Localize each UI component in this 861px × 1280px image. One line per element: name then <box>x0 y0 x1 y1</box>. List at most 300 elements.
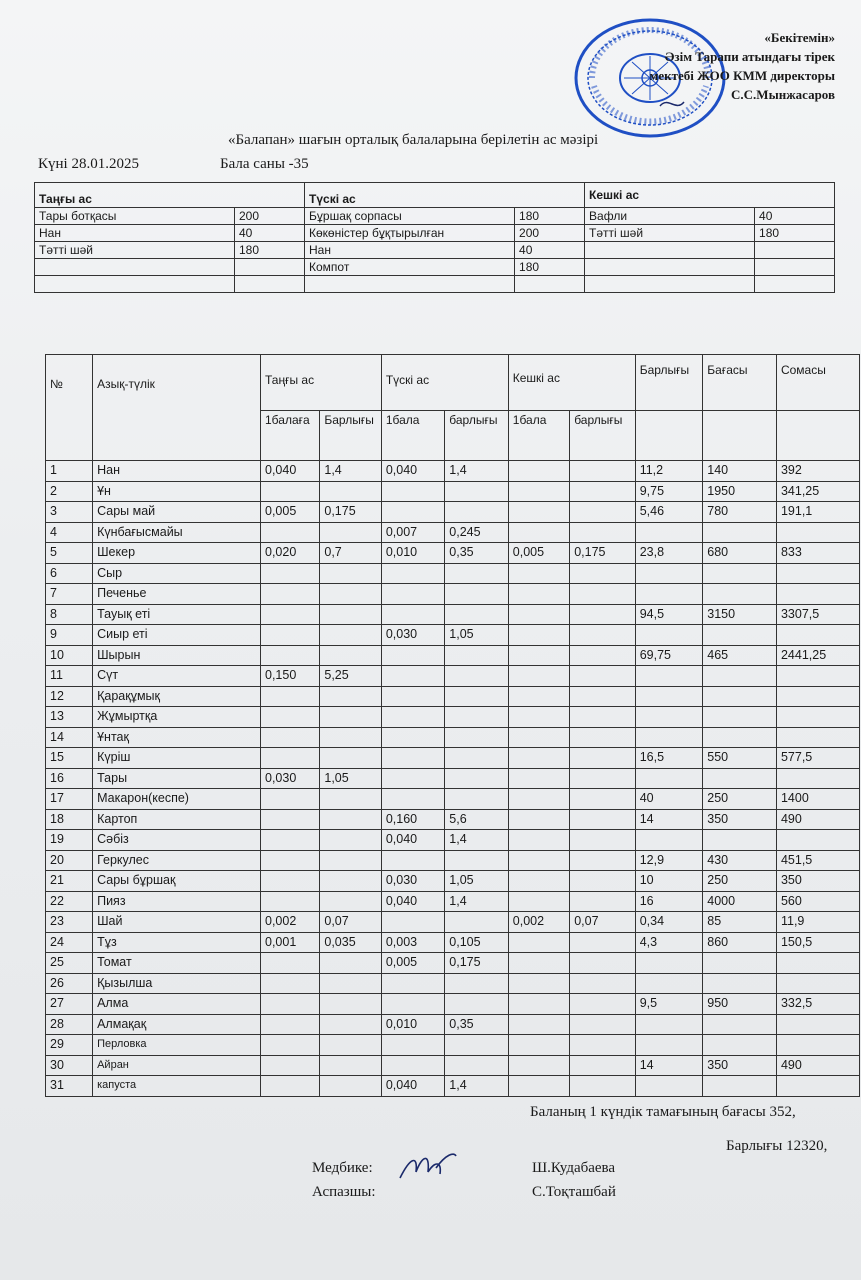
row-number: 27 <box>46 994 93 1015</box>
value-cell <box>508 727 569 748</box>
table-row <box>46 871 860 892</box>
product-name: Тары <box>93 768 261 789</box>
value-cell: 0,150 <box>261 666 320 687</box>
value-cell <box>570 809 636 830</box>
value-cell <box>320 584 381 605</box>
row-number: 1 <box>46 461 93 482</box>
value-cell <box>703 707 777 728</box>
col-dinner: Кешкі ас <box>508 355 635 411</box>
row-number: 5 <box>46 543 93 564</box>
value-cell: 5,6 <box>445 809 508 830</box>
row-number: 31 <box>46 1076 93 1097</box>
menu-cell: Тәтті шәй <box>585 225 755 242</box>
menu-cell: Көкөністер бұқтырылған <box>305 225 515 242</box>
value-cell: 350 <box>703 1055 777 1076</box>
table-row <box>46 973 860 994</box>
approval-line-3: мектебі ЖОО КММ директоры <box>649 68 835 83</box>
value-cell: 12,9 <box>635 850 703 871</box>
grand-total: Барлығы 12320, <box>726 1138 828 1154</box>
row-number: 9 <box>46 625 93 646</box>
menu-header-breakfast: Таңғы ас <box>35 183 305 208</box>
menu-cell: Тәтті шәй <box>35 242 235 259</box>
value-cell <box>635 707 703 728</box>
value-cell <box>703 1014 777 1035</box>
value-cell: 0,34 <box>635 912 703 933</box>
value-cell: 1400 <box>776 789 859 810</box>
value-cell: 40 <box>635 789 703 810</box>
value-cell <box>703 625 777 646</box>
value-cell: 1,05 <box>445 625 508 646</box>
value-cell: 0,007 <box>381 522 444 543</box>
col-lunch-per-child: 1бала <box>381 411 444 461</box>
value-cell: 350 <box>703 809 777 830</box>
value-cell <box>776 1076 859 1097</box>
value-cell: 191,1 <box>776 502 859 523</box>
value-cell <box>635 563 703 584</box>
value-cell <box>445 686 508 707</box>
value-cell: 9,5 <box>635 994 703 1015</box>
value-cell <box>703 768 777 789</box>
value-cell <box>445 912 508 933</box>
table-row <box>46 1035 860 1056</box>
approval-block <box>595 28 835 104</box>
value-cell <box>570 1076 636 1097</box>
value-cell <box>261 850 320 871</box>
value-cell: 69,75 <box>635 645 703 666</box>
menu-header-row <box>35 183 835 208</box>
product-name: Алмақақ <box>93 1014 261 1035</box>
menu-row <box>35 242 835 259</box>
approval-line-4: С.С.Мынжасаров <box>731 87 835 102</box>
value-cell: 1,05 <box>445 871 508 892</box>
value-cell <box>320 625 381 646</box>
row-number: 15 <box>46 748 93 769</box>
value-cell <box>261 1055 320 1076</box>
value-cell <box>508 645 569 666</box>
value-cell <box>261 1076 320 1097</box>
row-number: 16 <box>46 768 93 789</box>
menu-cell: 180 <box>235 242 305 259</box>
value-cell: 0,160 <box>381 809 444 830</box>
value-cell <box>570 707 636 728</box>
value-cell <box>261 953 320 974</box>
value-cell <box>570 645 636 666</box>
value-cell <box>570 461 636 482</box>
table-row <box>46 748 860 769</box>
value-cell <box>635 727 703 748</box>
value-cell: 1,4 <box>320 461 381 482</box>
product-name: Ұнтақ <box>93 727 261 748</box>
col-sum: Сомасы <box>776 355 859 411</box>
table-row <box>46 502 860 523</box>
value-cell <box>261 748 320 769</box>
value-cell <box>703 522 777 543</box>
value-cell <box>570 1035 636 1056</box>
value-cell <box>570 522 636 543</box>
value-cell: 4,3 <box>635 932 703 953</box>
value-cell <box>776 707 859 728</box>
value-cell <box>703 666 777 687</box>
value-cell: 0,105 <box>445 932 508 953</box>
value-cell <box>320 727 381 748</box>
product-name: Ұн <box>93 481 261 502</box>
value-cell <box>320 748 381 769</box>
value-cell <box>508 666 569 687</box>
menu-cell: 40 <box>515 242 585 259</box>
row-number: 22 <box>46 891 93 912</box>
value-cell <box>381 584 444 605</box>
value-cell <box>776 584 859 605</box>
products-header-row <box>46 355 860 411</box>
product-name: Печенье <box>93 584 261 605</box>
value-cell <box>508 871 569 892</box>
value-cell <box>635 666 703 687</box>
value-cell <box>635 830 703 851</box>
value-cell <box>508 707 569 728</box>
value-cell <box>508 953 569 974</box>
table-row <box>46 481 860 502</box>
value-cell: 0,035 <box>320 932 381 953</box>
col-sum-blank <box>776 411 859 461</box>
value-cell: 0,020 <box>261 543 320 564</box>
value-cell <box>261 994 320 1015</box>
value-cell <box>703 727 777 748</box>
value-cell <box>570 604 636 625</box>
value-cell: 451,5 <box>776 850 859 871</box>
value-cell: 10 <box>635 871 703 892</box>
value-cell <box>445 789 508 810</box>
value-cell: 0,175 <box>320 502 381 523</box>
value-cell <box>445 748 508 769</box>
value-cell <box>508 891 569 912</box>
value-cell: 0,002 <box>261 912 320 933</box>
product-name: Шай <box>93 912 261 933</box>
value-cell: 860 <box>703 932 777 953</box>
value-cell <box>635 973 703 994</box>
value-cell <box>570 666 636 687</box>
product-name: Геркулес <box>93 850 261 871</box>
col-breakfast: Таңғы ас <box>261 355 382 411</box>
col-item: Азық-түлік <box>93 355 261 461</box>
menu-cell: 40 <box>235 225 305 242</box>
row-number: 28 <box>46 1014 93 1035</box>
value-cell: 332,5 <box>776 994 859 1015</box>
value-cell <box>261 789 320 810</box>
value-cell <box>261 871 320 892</box>
value-cell: 490 <box>776 809 859 830</box>
document-title: «Балапан» шағын орталық балаларына берілетін ас мәзірі <box>228 132 599 148</box>
value-cell <box>635 768 703 789</box>
table-row <box>46 768 860 789</box>
value-cell: 250 <box>703 871 777 892</box>
value-cell <box>570 768 636 789</box>
value-cell <box>635 953 703 974</box>
value-cell <box>508 461 569 482</box>
value-cell <box>261 707 320 728</box>
row-number: 7 <box>46 584 93 605</box>
value-cell <box>320 563 381 584</box>
table-row <box>46 789 860 810</box>
value-cell <box>445 563 508 584</box>
value-cell: 11,2 <box>635 461 703 482</box>
value-cell <box>381 768 444 789</box>
value-cell <box>261 686 320 707</box>
row-number: 20 <box>46 850 93 871</box>
value-cell <box>320 707 381 728</box>
product-name: Қарақұмық <box>93 686 261 707</box>
value-cell: 0,040 <box>261 461 320 482</box>
value-cell <box>570 789 636 810</box>
value-cell <box>261 1014 320 1035</box>
value-cell <box>508 686 569 707</box>
value-cell <box>776 1035 859 1056</box>
value-cell: 0,005 <box>261 502 320 523</box>
table-row <box>46 809 860 830</box>
value-cell <box>776 953 859 974</box>
value-cell <box>776 686 859 707</box>
value-cell <box>381 850 444 871</box>
value-cell: 1,4 <box>445 1076 508 1097</box>
value-cell <box>635 584 703 605</box>
menu-cell: 180 <box>515 208 585 225</box>
value-cell <box>381 789 444 810</box>
col-lunch-all: барлығы <box>445 411 508 461</box>
table-row <box>46 543 860 564</box>
value-cell <box>261 625 320 646</box>
col-total-blank <box>635 411 703 461</box>
product-name: Тауық еті <box>93 604 261 625</box>
value-cell <box>570 891 636 912</box>
col-price-blank <box>703 411 777 461</box>
value-cell: 250 <box>703 789 777 810</box>
value-cell: 4000 <box>703 891 777 912</box>
menu-cell: 40 <box>755 208 835 225</box>
value-cell <box>635 686 703 707</box>
value-cell <box>703 953 777 974</box>
value-cell <box>320 891 381 912</box>
value-cell: 780 <box>703 502 777 523</box>
value-cell <box>261 830 320 851</box>
value-cell: 950 <box>703 994 777 1015</box>
approval-line-1: «Бекітемін» <box>764 30 835 45</box>
menu-header-lunch: Түскі ас <box>305 183 585 208</box>
value-cell <box>776 666 859 687</box>
menu-cell <box>585 242 755 259</box>
value-cell <box>320 830 381 851</box>
row-number: 23 <box>46 912 93 933</box>
menu-cell <box>755 276 835 293</box>
product-name: капуста <box>93 1076 261 1097</box>
value-cell <box>635 522 703 543</box>
products-table <box>45 354 860 1097</box>
col-number: № <box>46 355 93 461</box>
value-cell <box>776 522 859 543</box>
value-cell <box>570 481 636 502</box>
value-cell <box>508 830 569 851</box>
table-row <box>46 850 860 871</box>
value-cell: 490 <box>776 1055 859 1076</box>
value-cell <box>381 1035 444 1056</box>
value-cell: 0,005 <box>381 953 444 974</box>
value-cell <box>508 1076 569 1097</box>
value-cell <box>570 563 636 584</box>
value-cell <box>261 973 320 994</box>
value-cell <box>445 973 508 994</box>
value-cell <box>320 953 381 974</box>
value-cell <box>445 994 508 1015</box>
value-cell <box>570 625 636 646</box>
product-name: Перловка <box>93 1035 261 1056</box>
value-cell <box>320 1014 381 1035</box>
value-cell <box>508 584 569 605</box>
table-row <box>46 830 860 851</box>
value-cell: 0,030 <box>381 871 444 892</box>
value-cell <box>381 727 444 748</box>
value-cell: 0,040 <box>381 891 444 912</box>
value-cell <box>445 707 508 728</box>
menu-cell: Компот <box>305 259 515 276</box>
nurse-label: Медбике: <box>312 1160 373 1176</box>
value-cell <box>261 645 320 666</box>
menu-cell <box>35 259 235 276</box>
value-cell <box>508 502 569 523</box>
value-cell <box>776 625 859 646</box>
value-cell: 5,25 <box>320 666 381 687</box>
value-cell: 560 <box>776 891 859 912</box>
value-cell <box>445 645 508 666</box>
row-number: 26 <box>46 973 93 994</box>
value-cell <box>570 994 636 1015</box>
row-number: 29 <box>46 1035 93 1056</box>
value-cell <box>776 768 859 789</box>
value-cell <box>508 625 569 646</box>
value-cell <box>320 481 381 502</box>
value-cell <box>445 1035 508 1056</box>
menu-header-dinner: Кешкі ас <box>585 183 835 208</box>
value-cell <box>570 1055 636 1076</box>
value-cell <box>381 1055 444 1076</box>
menu-cell: Нан <box>35 225 235 242</box>
value-cell <box>508 481 569 502</box>
value-cell <box>570 727 636 748</box>
value-cell: 0,001 <box>261 932 320 953</box>
value-cell <box>570 686 636 707</box>
row-number: 24 <box>46 932 93 953</box>
value-cell <box>381 502 444 523</box>
menu-cell: Вафли <box>585 208 755 225</box>
value-cell: 9,75 <box>635 481 703 502</box>
row-number: 2 <box>46 481 93 502</box>
table-row <box>46 1014 860 1035</box>
value-cell <box>261 481 320 502</box>
value-cell: 23,8 <box>635 543 703 564</box>
value-cell <box>320 850 381 871</box>
value-cell <box>508 973 569 994</box>
row-number: 30 <box>46 1055 93 1076</box>
value-cell <box>508 522 569 543</box>
value-cell <box>381 645 444 666</box>
value-cell: 11,9 <box>776 912 859 933</box>
value-cell: 833 <box>776 543 859 564</box>
value-cell: 14 <box>635 809 703 830</box>
value-cell: 350 <box>776 871 859 892</box>
value-cell <box>570 932 636 953</box>
menu-cell <box>305 276 515 293</box>
menu-cell: Нан <box>305 242 515 259</box>
value-cell: 550 <box>703 748 777 769</box>
col-total: Барлығы <box>635 355 703 411</box>
date-label: Күні 28.01.2025 <box>38 156 139 172</box>
value-cell <box>320 1055 381 1076</box>
row-number: 21 <box>46 871 93 892</box>
value-cell <box>320 604 381 625</box>
menu-row <box>35 225 835 242</box>
value-cell <box>445 727 508 748</box>
table-row <box>46 584 860 605</box>
value-cell <box>508 563 569 584</box>
value-cell: 0,005 <box>508 543 569 564</box>
menu-cell <box>235 276 305 293</box>
value-cell <box>320 789 381 810</box>
value-cell <box>776 727 859 748</box>
value-cell <box>320 809 381 830</box>
row-number: 3 <box>46 502 93 523</box>
value-cell: 3307,5 <box>776 604 859 625</box>
value-cell: 430 <box>703 850 777 871</box>
value-cell <box>776 830 859 851</box>
value-cell <box>508 809 569 830</box>
col-lunch: Түскі ас <box>381 355 508 411</box>
value-cell <box>445 1055 508 1076</box>
value-cell <box>703 563 777 584</box>
value-cell <box>445 604 508 625</box>
value-cell <box>381 686 444 707</box>
row-number: 8 <box>46 604 93 625</box>
menu-cell: 180 <box>755 225 835 242</box>
table-row <box>46 666 860 687</box>
value-cell <box>508 1055 569 1076</box>
menu-cell: Тары ботқасы <box>35 208 235 225</box>
nurse-name: Ш.Кудабаева <box>532 1160 616 1176</box>
row-number: 11 <box>46 666 93 687</box>
row-number: 12 <box>46 686 93 707</box>
value-cell <box>261 563 320 584</box>
menu-row <box>35 208 835 225</box>
value-cell <box>570 973 636 994</box>
value-cell <box>703 830 777 851</box>
table-row <box>46 912 860 933</box>
table-row <box>46 522 860 543</box>
value-cell: 150,5 <box>776 932 859 953</box>
value-cell: 3150 <box>703 604 777 625</box>
col-price: Бағасы <box>703 355 777 411</box>
value-cell <box>703 1076 777 1097</box>
value-cell <box>381 666 444 687</box>
table-row <box>46 625 860 646</box>
value-cell <box>445 584 508 605</box>
product-name: Сүт <box>93 666 261 687</box>
value-cell <box>320 1076 381 1097</box>
table-row <box>46 604 860 625</box>
value-cell <box>381 912 444 933</box>
value-cell <box>261 604 320 625</box>
value-cell: 0,030 <box>381 625 444 646</box>
value-cell <box>703 1035 777 1056</box>
value-cell <box>261 522 320 543</box>
menu-row <box>35 276 835 293</box>
product-name: Сары бұршақ <box>93 871 261 892</box>
value-cell <box>508 789 569 810</box>
